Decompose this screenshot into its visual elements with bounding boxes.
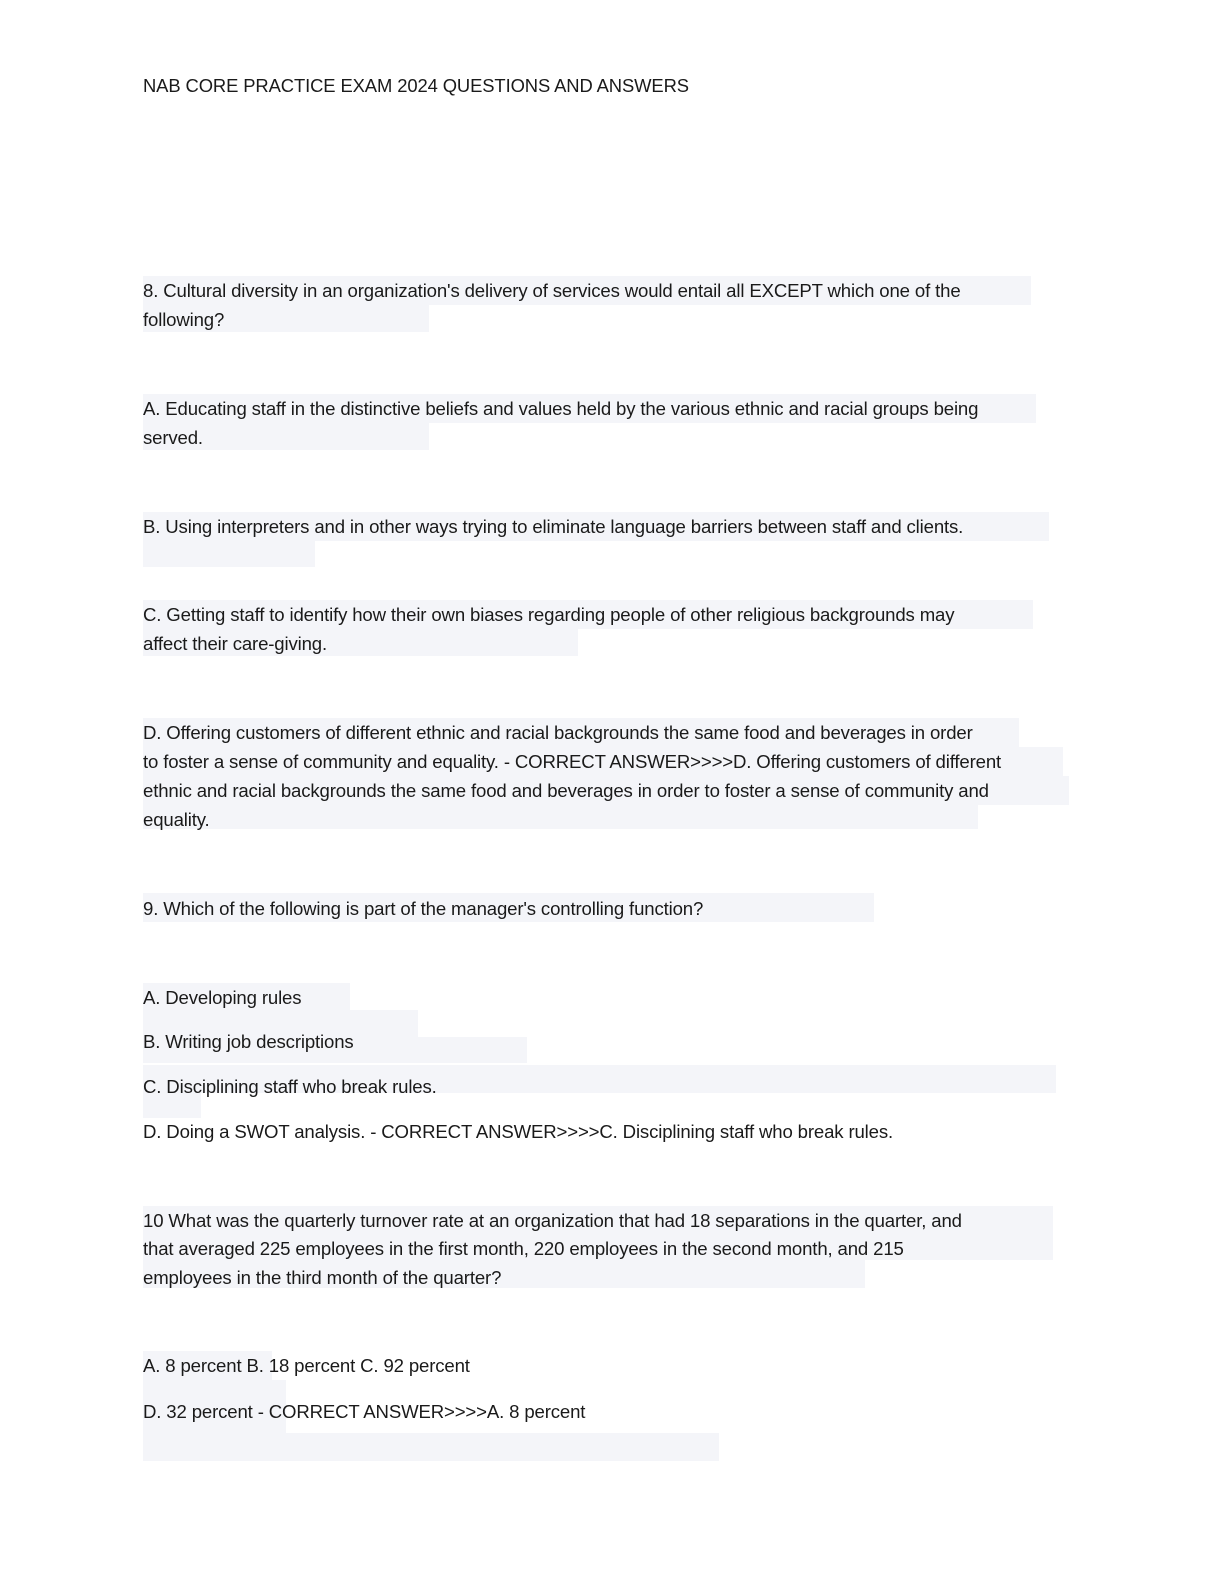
document-title: NAB CORE PRACTICE EXAM 2024 QUESTIONS AND ANSWERS [143, 75, 689, 96]
q8-option-d-line-4: equality. [143, 809, 210, 830]
q10-stem-line-1: 10 What was the quarterly turnover rate at an organization that had 18 separations in the quarter, and [143, 1210, 962, 1231]
q9-option-d: D. Doing a SWOT analysis. - CORRECT ANSWER>>>>C. Disciplining staff who break rules. [143, 1121, 894, 1142]
q10-stem-line-2: that averaged 225 employees in the first month, 220 employees in the second month, and 215 [143, 1238, 904, 1259]
q9-option-b: B. Writing job descriptions [143, 1031, 354, 1052]
q8-option-c-line-2: affect their care-giving. [143, 633, 328, 654]
q8-option-d-line-3: ethnic and racial backgrounds the same food and beverages in order to foster a sense of community and [143, 780, 989, 801]
q8-option-d-line-1: D. Offering customers of different ethnic and racial backgrounds the same food and beverages in order [143, 722, 973, 743]
q8-option-a-line-1: A. Educating staff in the distinctive beliefs and values held by the various ethnic and racial groups being [143, 398, 979, 419]
highlight-q10-d [143, 1433, 719, 1461]
q8-option-b-line-1: B. Using interpreters and in other ways trying to eliminate language barriers between staff and clients. [143, 516, 964, 537]
highlight-q8-b-2 [143, 541, 315, 567]
q10-options-abc: A. 8 percent B. 18 percent C. 92 percent [143, 1355, 470, 1376]
q8-stem-line-1: 8. Cultural diversity in an organization's delivery of services would entail all EXCEPT which one of the [143, 280, 961, 301]
q8-stem-line-2: following? [143, 309, 225, 330]
q8-option-c-line-1: C. Getting staff to identify how their own biases regarding people of other religious backgrounds may [143, 604, 955, 625]
q8-option-a-line-2: served. [143, 427, 203, 448]
q8-option-d-line-2: to foster a sense of community and equality. - CORRECT ANSWER>>>>D. Offering customers of different [143, 751, 1002, 772]
q9-stem: 9. Which of the following is part of the manager's controlling function? [143, 898, 704, 919]
q10-option-d: D. 32 percent - CORRECT ANSWER>>>>A. 8 percent [143, 1401, 586, 1422]
q10-stem-line-3: employees in the third month of the quarter? [143, 1267, 502, 1288]
q9-option-a: A. Developing rules [143, 987, 302, 1008]
q9-option-c: C. Disciplining staff who break rules. [143, 1076, 437, 1097]
highlight-q8-d-4 [143, 805, 978, 829]
